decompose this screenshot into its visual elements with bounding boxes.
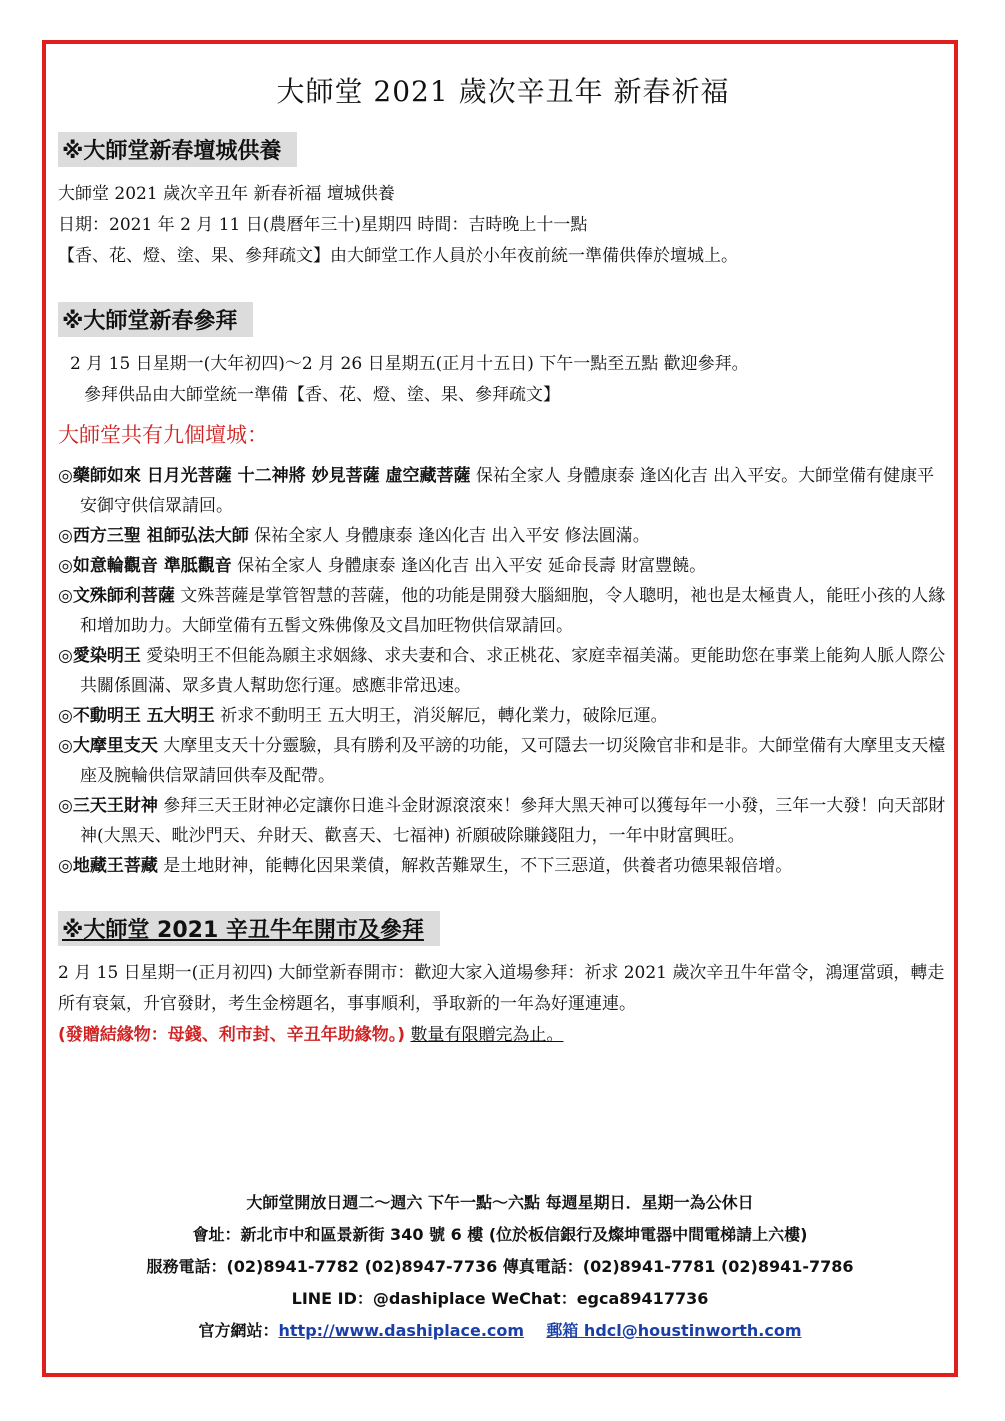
altar-name: 不動明王 五大明王 bbox=[72, 706, 215, 726]
altar-name: 如意輪觀音 準胝觀音 bbox=[72, 556, 232, 576]
altar-desc: 參拜三天王財神必定讓你日進斗金財源滾滾來！參拜大黑天神可以獲每年一小發，三年一大發！向天部財神(大黑天、毗沙門天、弁財天、歡喜天、七福神) 祈願破除賺錢阻力，一年中財富興旺。 bbox=[80, 796, 946, 846]
worship-date-line: 2 月 15 日星期一(大年初四)～2 月 26 日星期五(正月十五日) 下午一點至五點 歡迎參拜。 bbox=[70, 354, 749, 374]
section-heading-offering: ※大師堂新春壇城供養 bbox=[58, 132, 297, 167]
offering-items-line: 【香、花、燈、塗、果、參拜疏文】由大師堂工作人員於小年夜前統一準備供俸於壇城上。 bbox=[58, 246, 738, 266]
altar-desc: 保祐全家人 身體康泰 逢凶化吉 出入平安。大師堂備有健康平安御守供信眾請回。 bbox=[80, 466, 935, 516]
email-link[interactable]: 郵箱 hdcl@houstinworth.com bbox=[546, 1321, 802, 1340]
gift-text: (發贈結緣物：母錢、利市封、辛丑年助緣物。) bbox=[58, 1025, 406, 1045]
list-item bbox=[58, 521, 948, 551]
altar-name: 愛染明王 bbox=[72, 646, 141, 666]
bullet: ◎ bbox=[58, 856, 73, 876]
opening-paragraph: 2 月 15 日星期一(正月初四) 大師堂新春開市：歡迎大家入道場參拜：祈求 2021 歲次辛丑牛年當令，鴻運當頭，轉走所有衰氣，升官發財，考生金榜題名，事事順利，爭取新的一年為好運連連。 bbox=[58, 963, 945, 1014]
limit-text: 數量有限贈完為止。 bbox=[410, 1025, 564, 1045]
section-heading-opening: ※大師堂 2021 辛丑牛年開市及參拜 bbox=[58, 911, 440, 946]
altar-desc: 大摩里支天十分靈驗，具有勝利及平謗的功能，又可隱去一切災險官非和是非。大師堂備有大摩里支天檯座及腕輪供信眾請回供奉及配帶。 bbox=[80, 736, 946, 786]
list-item bbox=[58, 641, 948, 701]
list-item bbox=[58, 461, 948, 521]
altar-desc: 文殊菩薩是掌管智慧的菩薩，他的功能是開發大腦細胞，令人聰明，祂也是太極貴人，能旺小孩的人緣和增加助力。大師堂備有五髻文殊佛像及文昌加旺物供信眾請回。 bbox=[80, 586, 946, 636]
altar-list bbox=[58, 461, 948, 881]
altar-desc: 是土地財神，能轉化因果業債，解救苦難眾生，不下三惡道，供養者功德果報倍增。 bbox=[157, 856, 793, 876]
altar-name: 藥師如來 日月光菩薩 十二神將 妙見菩薩 虛空藏菩薩 bbox=[72, 466, 471, 486]
altar-desc: 保祐全家人 身體康泰 逢凶化吉 出入平安 延命長壽 財富豐饒。 bbox=[231, 556, 707, 576]
section-heading-worship: ※大師堂新春參拜 bbox=[58, 302, 253, 337]
phone-numbers: 服務電話：(02)8941-7782 (02)8947-7736 傳真電話：(02)8941-7781 (02)8941-7786 bbox=[146, 1257, 854, 1276]
page-title: 大師堂 2021 歲次辛丑年 新春祈福 bbox=[276, 75, 730, 108]
altar-name: 大摩里支天 bbox=[72, 736, 158, 756]
list-item bbox=[58, 701, 948, 731]
altar-name: 文殊師利菩薩 bbox=[72, 586, 175, 606]
offering-line-1: 大師堂 2021 歲次辛丑年 新春祈福 壇城供養 bbox=[58, 184, 395, 204]
bullet: ◎ bbox=[58, 706, 73, 726]
gift-line bbox=[58, 1020, 948, 1051]
bullet: ◎ bbox=[58, 796, 73, 816]
nine-altars-heading: 大師堂共有九個壇城： bbox=[58, 423, 268, 447]
social-ids: LINE ID：@dashiplace WeChat：egca89417736 bbox=[291, 1289, 709, 1308]
altar-name: 三天王財神 bbox=[72, 796, 158, 816]
altar-name: 地藏王菩藏 bbox=[72, 856, 158, 876]
web-and-mail bbox=[42, 1315, 958, 1347]
contact-footer bbox=[42, 1187, 958, 1347]
list-item bbox=[58, 581, 948, 641]
bullet: ◎ bbox=[58, 526, 73, 546]
opening-hours: 大師堂開放日週二～週六 下午一點～六點 每週星期日．星期一為公休日 bbox=[246, 1193, 754, 1212]
altar-name: 西方三聖 祖師弘法大師 bbox=[72, 526, 249, 546]
altar-desc: 祈求不動明王 五大明王，消災解厄，轉化業力，破除厄運。 bbox=[214, 706, 668, 726]
list-item bbox=[58, 731, 948, 791]
document-body bbox=[58, 70, 948, 1051]
altar-desc: 愛染明王不但能為願主求姻緣、求夫妻和合、求正桃花、家庭幸福美滿。更能助您在事業上能夠人脈人際公共關係圓滿、眾多貴人幫助您行運。感應非常迅速。 bbox=[80, 646, 946, 696]
list-item bbox=[58, 551, 948, 581]
website-link[interactable]: http://www.dashiplace.com bbox=[278, 1321, 525, 1340]
bullet: ◎ bbox=[58, 556, 73, 576]
offering-date-line: 日期：2021 年 2 月 11 日(農曆年三十)星期四 時間：吉時晚上十一點 bbox=[58, 215, 588, 235]
altar-desc: 保祐全家人 身體康泰 逢凶化吉 出入平安 修法圓滿。 bbox=[248, 526, 650, 546]
worship-offerings-line: 參拜供品由大師堂統一準備【香、花、燈、塗、果、參拜疏文】 bbox=[84, 385, 560, 405]
list-item bbox=[58, 851, 948, 881]
address: 會址：新北市中和區景新街 340 號 6 樓 (位於板信銀行及燦坤電器中間電梯請上六樓) bbox=[192, 1225, 808, 1244]
bullet: ◎ bbox=[58, 466, 73, 486]
bullet: ◎ bbox=[58, 736, 73, 756]
website-label: 官方網站： bbox=[198, 1321, 279, 1340]
bullet: ◎ bbox=[58, 586, 73, 606]
list-item bbox=[58, 791, 948, 851]
bullet: ◎ bbox=[58, 646, 73, 666]
